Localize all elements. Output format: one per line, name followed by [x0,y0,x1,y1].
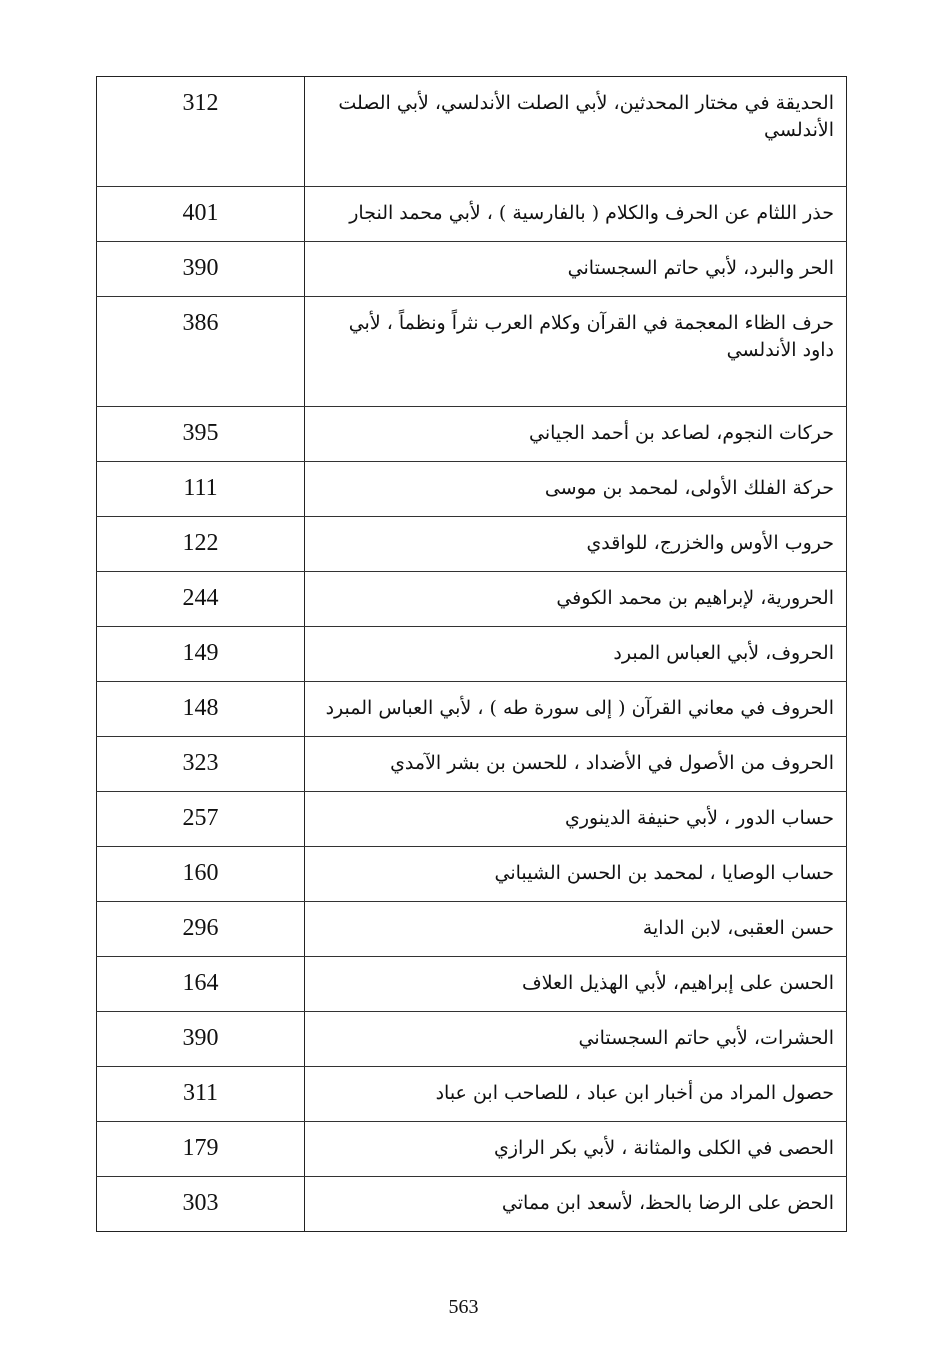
book-title: حساب الوصايا ، لمحمد بن الحسن الشيباني [305,847,847,902]
table-row [97,682,847,737]
page-ref: 390 [97,1012,305,1067]
page-ref: 390 [97,242,305,297]
book-title: الحرورية، لإبراهيم بن محمد الكوفي [305,572,847,627]
page-ref: 164 [97,957,305,1012]
book-title: الحروف في معاني القرآن ( إلى سورة طه ) ، لأبي العباس المبرد [305,682,847,737]
page-ref: 244 [97,572,305,627]
table-row [97,792,847,847]
page-ref: 323 [97,737,305,792]
book-title: حذر اللثام عن الحرف والكلام ( بالفارسية ) ، لأبي محمد النجار [305,187,847,242]
table-row [97,902,847,957]
page-ref: 401 [97,187,305,242]
book-title: الحصى في الكلى والمثانة ، لأبي بكر الرازي [305,1122,847,1177]
table-row [97,187,847,242]
page-ref: 179 [97,1122,305,1177]
page-ref: 122 [97,517,305,572]
page-ref: 395 [97,407,305,462]
page-ref: 160 [97,847,305,902]
table-row [97,77,847,187]
table-row [97,627,847,682]
book-title: الحروف، لأبي العباس المبرد [305,627,847,682]
table-row [97,297,847,407]
index-table [96,76,847,1232]
table-row [97,1012,847,1067]
table-row [97,957,847,1012]
page-number: 563 [448,1296,479,1318]
table-row [97,407,847,462]
book-title: حصول المراد من أخبار ابن عباد ، للصاحب ابن عباد [305,1067,847,1122]
book-title: حرف الظاء المعجمة في القرآن وكلام العرب نثراً ونظماً ، لأبي داود الأندلسي [305,297,847,407]
page-ref: 303 [97,1177,305,1232]
table-row [97,847,847,902]
table-row [97,517,847,572]
book-title: حركة الفلك الأولى، لمحمد بن موسى [305,462,847,517]
book-title: الحروف من الأصول في الأضداد ، للحسن بن بشر الآمدي [305,737,847,792]
book-title: حروب الأوس والخزرج، للواقدي [305,517,847,572]
page-ref: 386 [97,297,305,407]
book-title: الحديقة في مختار المحدثين، لأبي الصلت الأندلسي، لأبي الصلت الأندلسي [305,77,847,187]
page-ref: 257 [97,792,305,847]
book-title: الحض على الرضا بالحظ، لأسعد ابن مماتي [305,1177,847,1232]
table-row [97,1067,847,1122]
table-row [97,572,847,627]
book-title: الحشرات، لأبي حاتم السجستاني [305,1012,847,1067]
table-row [97,242,847,297]
book-title: حركات النجوم، لصاعد بن أحمد الجياني [305,407,847,462]
book-title: الحر والبرد، لأبي حاتم السجستاني [305,242,847,297]
page-ref: 149 [97,627,305,682]
table-row [97,1177,847,1232]
page-ref: 312 [97,77,305,187]
book-title: الحسن على إبراهيم، لأبي الهذيل العلاف [305,957,847,1012]
table-row [97,1122,847,1177]
page-ref: 148 [97,682,305,737]
table-row [97,462,847,517]
table-row [97,737,847,792]
page-ref: 311 [97,1067,305,1122]
book-title: حسن العقبى، لابن الداية [305,902,847,957]
page-ref: 111 [97,462,305,517]
book-title: حساب الدور ، لأبي حنيفة الدينوري [305,792,847,847]
index-table-body [97,77,847,1232]
page-ref: 296 [97,902,305,957]
